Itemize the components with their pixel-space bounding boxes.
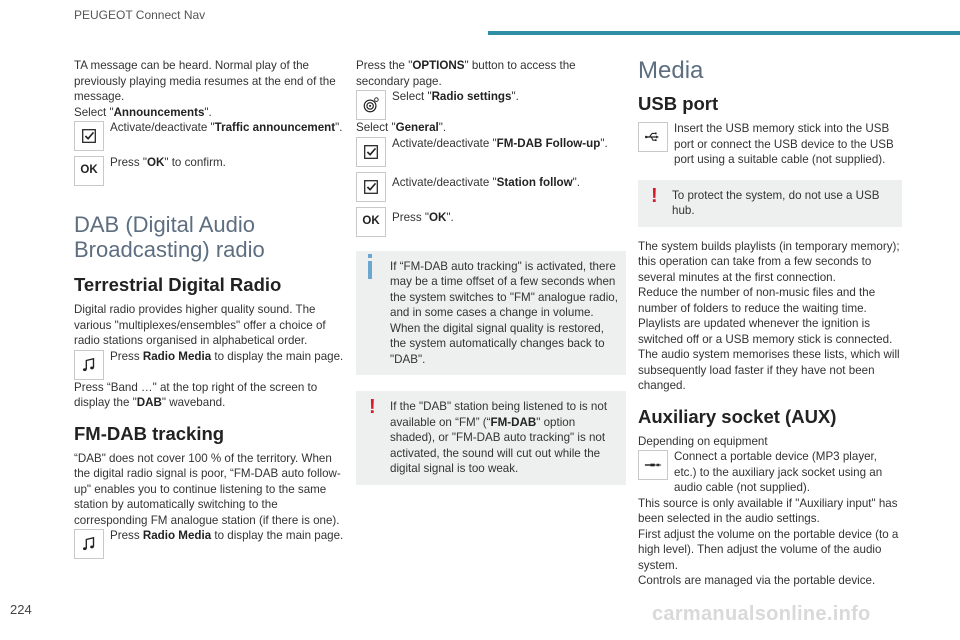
usb-warning-box: [638, 180, 902, 227]
column-1: [74, 58, 344, 559]
ok-row: [74, 155, 344, 186]
radio-media-text: Press Radio Media to display the main page.: [110, 349, 344, 363]
tdr-text: Digital radio provides higher quality sound. The various "multiplexes/ensembles" offer a choice of radio stations organised in alphabetical order.: [74, 303, 326, 347]
running-header: PEUGEOT Connect Nav: [74, 8, 206, 22]
usb-icon: [638, 122, 668, 152]
radio-media-row-2: [74, 528, 344, 559]
info-box: [356, 251, 626, 376]
ok-button-icon: OK: [74, 156, 104, 186]
dab-heading: DAB (Digital Audio Broadcasting) radio: [74, 212, 265, 262]
depending-text: Depending on equipment: [638, 434, 768, 448]
usb-heading: USB port: [638, 93, 719, 114]
aux-volume-text: First adjust the volume on the portable device (to a high level). Then adjust the volume of the audio system.: [638, 527, 899, 572]
aux-text: Connect a portable device (MP3 player, etc.) to the auxiliary jack socket using an audio cable (not supplied).: [674, 450, 883, 494]
radio-settings-row: [356, 89, 626, 120]
column-3: [638, 58, 902, 589]
checkbox-icon: [74, 121, 104, 151]
station-follow-text: Activate/deactivate "Station follow".: [392, 175, 580, 189]
column-2: [356, 58, 626, 485]
select-general: Select "General".: [356, 121, 447, 134]
aux-controls-text: Controls are managed via the portable device.: [638, 574, 876, 587]
aux-jack-icon: [638, 450, 668, 480]
traffic-text: Activate/deactivate "Traffic announcement".: [110, 121, 343, 134]
radio-media-text-2: Press Radio Media to display the main page.: [110, 529, 344, 542]
page-number: 224: [10, 602, 32, 617]
aux-source-text: This source is only available if "Auxiliary input" has been selected in the audio settings.: [638, 496, 898, 525]
usb-warning-text: To protect the system, do not use a USB hub.: [672, 188, 880, 217]
warning-box: [356, 391, 626, 485]
reduce-text: Reduce the number of non-music files and the number of folders to reduce the waiting time.: [638, 286, 876, 315]
watermark: carmanualsonline.info: [652, 603, 871, 625]
radio-settings-text: Select "Radio settings".: [392, 90, 519, 103]
fm-dab-heading: FM-DAB tracking: [74, 422, 225, 444]
band-text: Press “Band …" at the top right of the screen to display the "DAB" waveband.: [74, 380, 318, 409]
tdr-heading: Terrestrial Digital Radio: [74, 274, 282, 295]
info-text-1: If “FM-DAB auto tracking" is activated, there may be a time offset of a few seconds when the system switches to "FM" analogue radio, and in some cases a change in volume.: [390, 259, 618, 319]
select-announcements: Select "Announcements".: [74, 105, 212, 119]
station-follow-row: [356, 171, 626, 202]
music-note-icon: [74, 350, 104, 380]
header-accent-bar: [488, 31, 960, 35]
ta-message-text: TA message can be heard. Normal play of the previously playing media resumes at the end of the message.: [74, 59, 336, 103]
ok-button-icon: OK: [356, 207, 386, 237]
traffic-row: [74, 120, 344, 151]
follow-up-row: [356, 136, 626, 167]
aux-row: [638, 449, 902, 496]
radio-media-row: [74, 349, 344, 380]
warning-text: If the "DAB" station being listened to is not available on “FM” (“FM-DAB" option shaded), or "FM-DAB auto tracking" is not activated, the sound will cut out while the digital signal is too weak.: [390, 400, 608, 475]
warning-icon: !: [651, 184, 658, 207]
checkbox-icon: [356, 137, 386, 167]
ok-text-2: Press "OK".: [392, 210, 454, 224]
ok-row-2: [356, 206, 626, 237]
update-text: Playlists are updated whenever the ignition is switched off or a USB memory stick is connected. The audio system memorises these lists, which will subsequently load faster if they have not been changed.: [638, 317, 900, 392]
usb-row: [638, 121, 902, 168]
aux-heading: Auxiliary socket (AUX): [638, 405, 837, 427]
info-text-2: When the digital signal quality is restored, the system automatically changes back to "DAB".: [390, 321, 605, 366]
checkbox-icon: [356, 172, 386, 202]
info-icon: [368, 261, 372, 279]
playlist-text: The system builds playlists (in temporary memory); this operation can take from a few seconds to several minutes at the first connection.: [638, 239, 900, 284]
ok-text: Press "OK" to confirm.: [110, 156, 226, 169]
usb-text: Insert the USB memory stick into the USB port or connect the USB device to the USB port using a suitable cable (not supplied).: [674, 122, 894, 166]
music-note-icon: [74, 529, 104, 559]
fm-dab-text: “DAB" does not cover 100 % of the territory. When the digital radio signal is poor, “FM-DAB auto follow-up" enables you to continue listening to the same station by automatically switching to the corresponding FM analogue station (if there is one).: [74, 451, 341, 527]
options-text: Press the "OPTIONS" button to access the secondary page.: [356, 59, 576, 88]
follow-up-text: Activate/deactivate "FM-DAB Follow-up".: [392, 136, 608, 150]
media-heading: Media: [638, 57, 704, 84]
warning-icon: !: [369, 396, 376, 418]
radio-settings-icon: [356, 90, 386, 120]
